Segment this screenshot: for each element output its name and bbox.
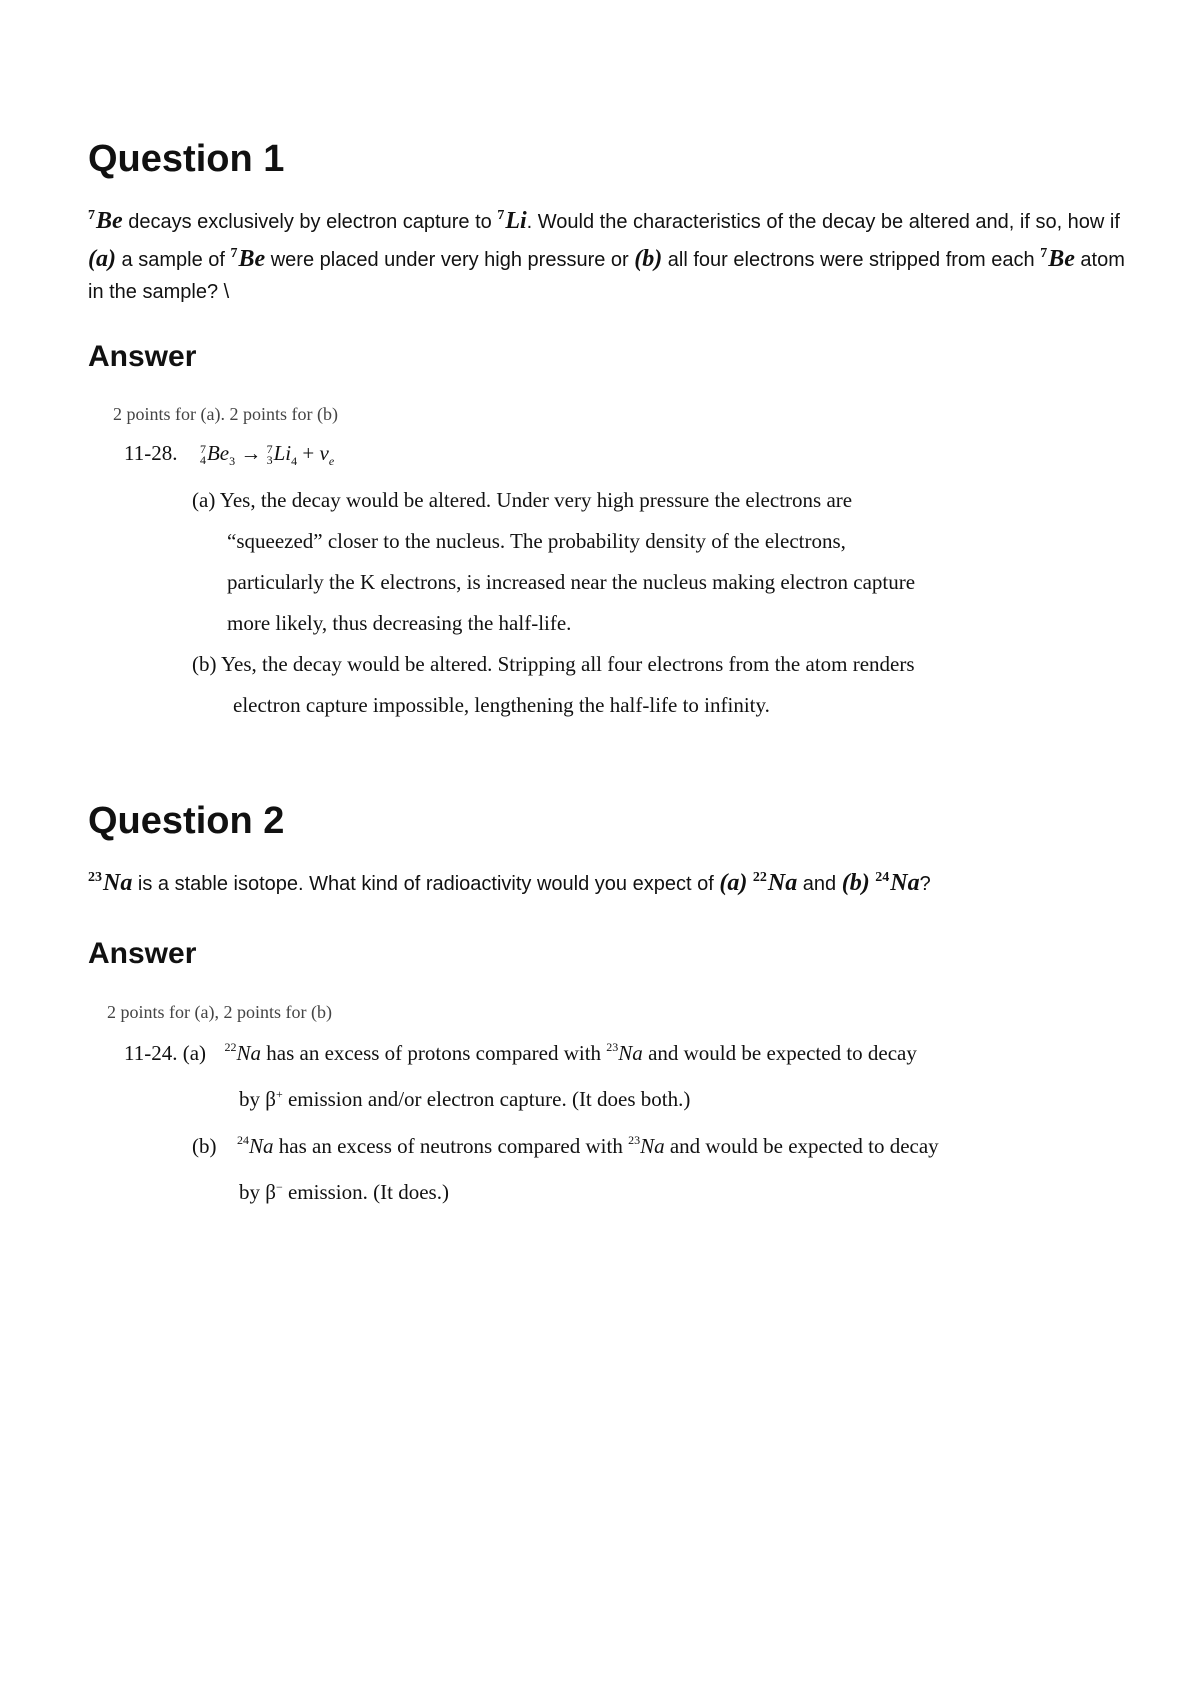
answer-1a-line-2: “squeezed” closer to the nucleus. The probability density of the electrons, [227, 529, 846, 553]
be7-nuclide: $^7$Be [230, 246, 266, 272]
answer-1-points: 2 points for (a). 2 points for (b) [113, 404, 338, 424]
part-a-label: (a) [719, 870, 748, 896]
part-b-label: (b) [634, 246, 663, 272]
part-a-label: (a) [88, 246, 116, 272]
answer-1b-line-1: (b) Yes, the decay would be altered. Stripping all four electrons from the atom renders [192, 652, 915, 676]
answer-2b-line-2: by β− emission. (It does.) [239, 1180, 449, 1204]
question-2-prompt: $^{23}$Na is a stable isotope. What kind of radioactivity would you expect of (a) $^{22}$Na and (b) $^{24}$Na? [88, 870, 931, 896]
answer-1-equation: 11-28. 7 $4Be_3 \to 7$ $3Li_4 + \nu_e$ [124, 441, 335, 469]
answer-2-points: 2 points for (a), 2 points for (b) [107, 1002, 332, 1022]
answer-1a-line-3: particularly the K electrons, is increased near the nucleus making electron capture [227, 570, 916, 594]
arrow-icon: → [240, 441, 262, 465]
part-b-label: (b) [841, 870, 870, 896]
question-1-heading: Question 1 [88, 138, 285, 180]
answer-2-heading: Answer [88, 937, 197, 970]
question-2-heading: Question 2 [88, 800, 285, 842]
answer-2a-line-1: 11-24. (a) $^{22}$Na has an excess of protons compared with $^{23}$Na and would be expected to decay [124, 1040, 917, 1065]
answer-1a-line-4: more likely, thus decreasing the half-life. [227, 611, 572, 635]
answer-1b-line-2: electron capture impossible, lengthening the half-life to infinity. [233, 693, 770, 717]
li7-nuclide: $^7$Li [497, 208, 527, 234]
be7-nuclide: $^7$Be [1040, 246, 1075, 272]
answer-1a-line-1: (a) Yes, the decay would be altered. Under very high pressure the electrons are [192, 488, 853, 512]
question-1-prompt: $^7$Be decays exclusively by electron capture to $^7$Li. Would the characteristics of the decay be altered and, if so, how if (a) a sample of $^7$Be were placed under very high pressure or (b) all four electrons were stripped from each $^7$Be atom in the sample? \ [88, 208, 1125, 303]
be7-nuclide: $^7$Be [88, 208, 123, 234]
answer-2b-line-1: (b) $^{24}$Na has an excess of neutrons compared with $^{23}$Na and would be expected to decay [192, 1133, 939, 1158]
na23-nuclide: $^{23}$Na [88, 870, 133, 896]
na24-nuclide: $^{24}$Na [875, 870, 920, 896]
answer-1-heading: Answer [88, 340, 197, 373]
equation-number: 11-28. [124, 441, 178, 465]
na22-nuclide: $^{22}$Na [752, 870, 798, 896]
answer-2a-line-2: by β+ emission and/or electron capture. (It does both.) [239, 1087, 691, 1111]
